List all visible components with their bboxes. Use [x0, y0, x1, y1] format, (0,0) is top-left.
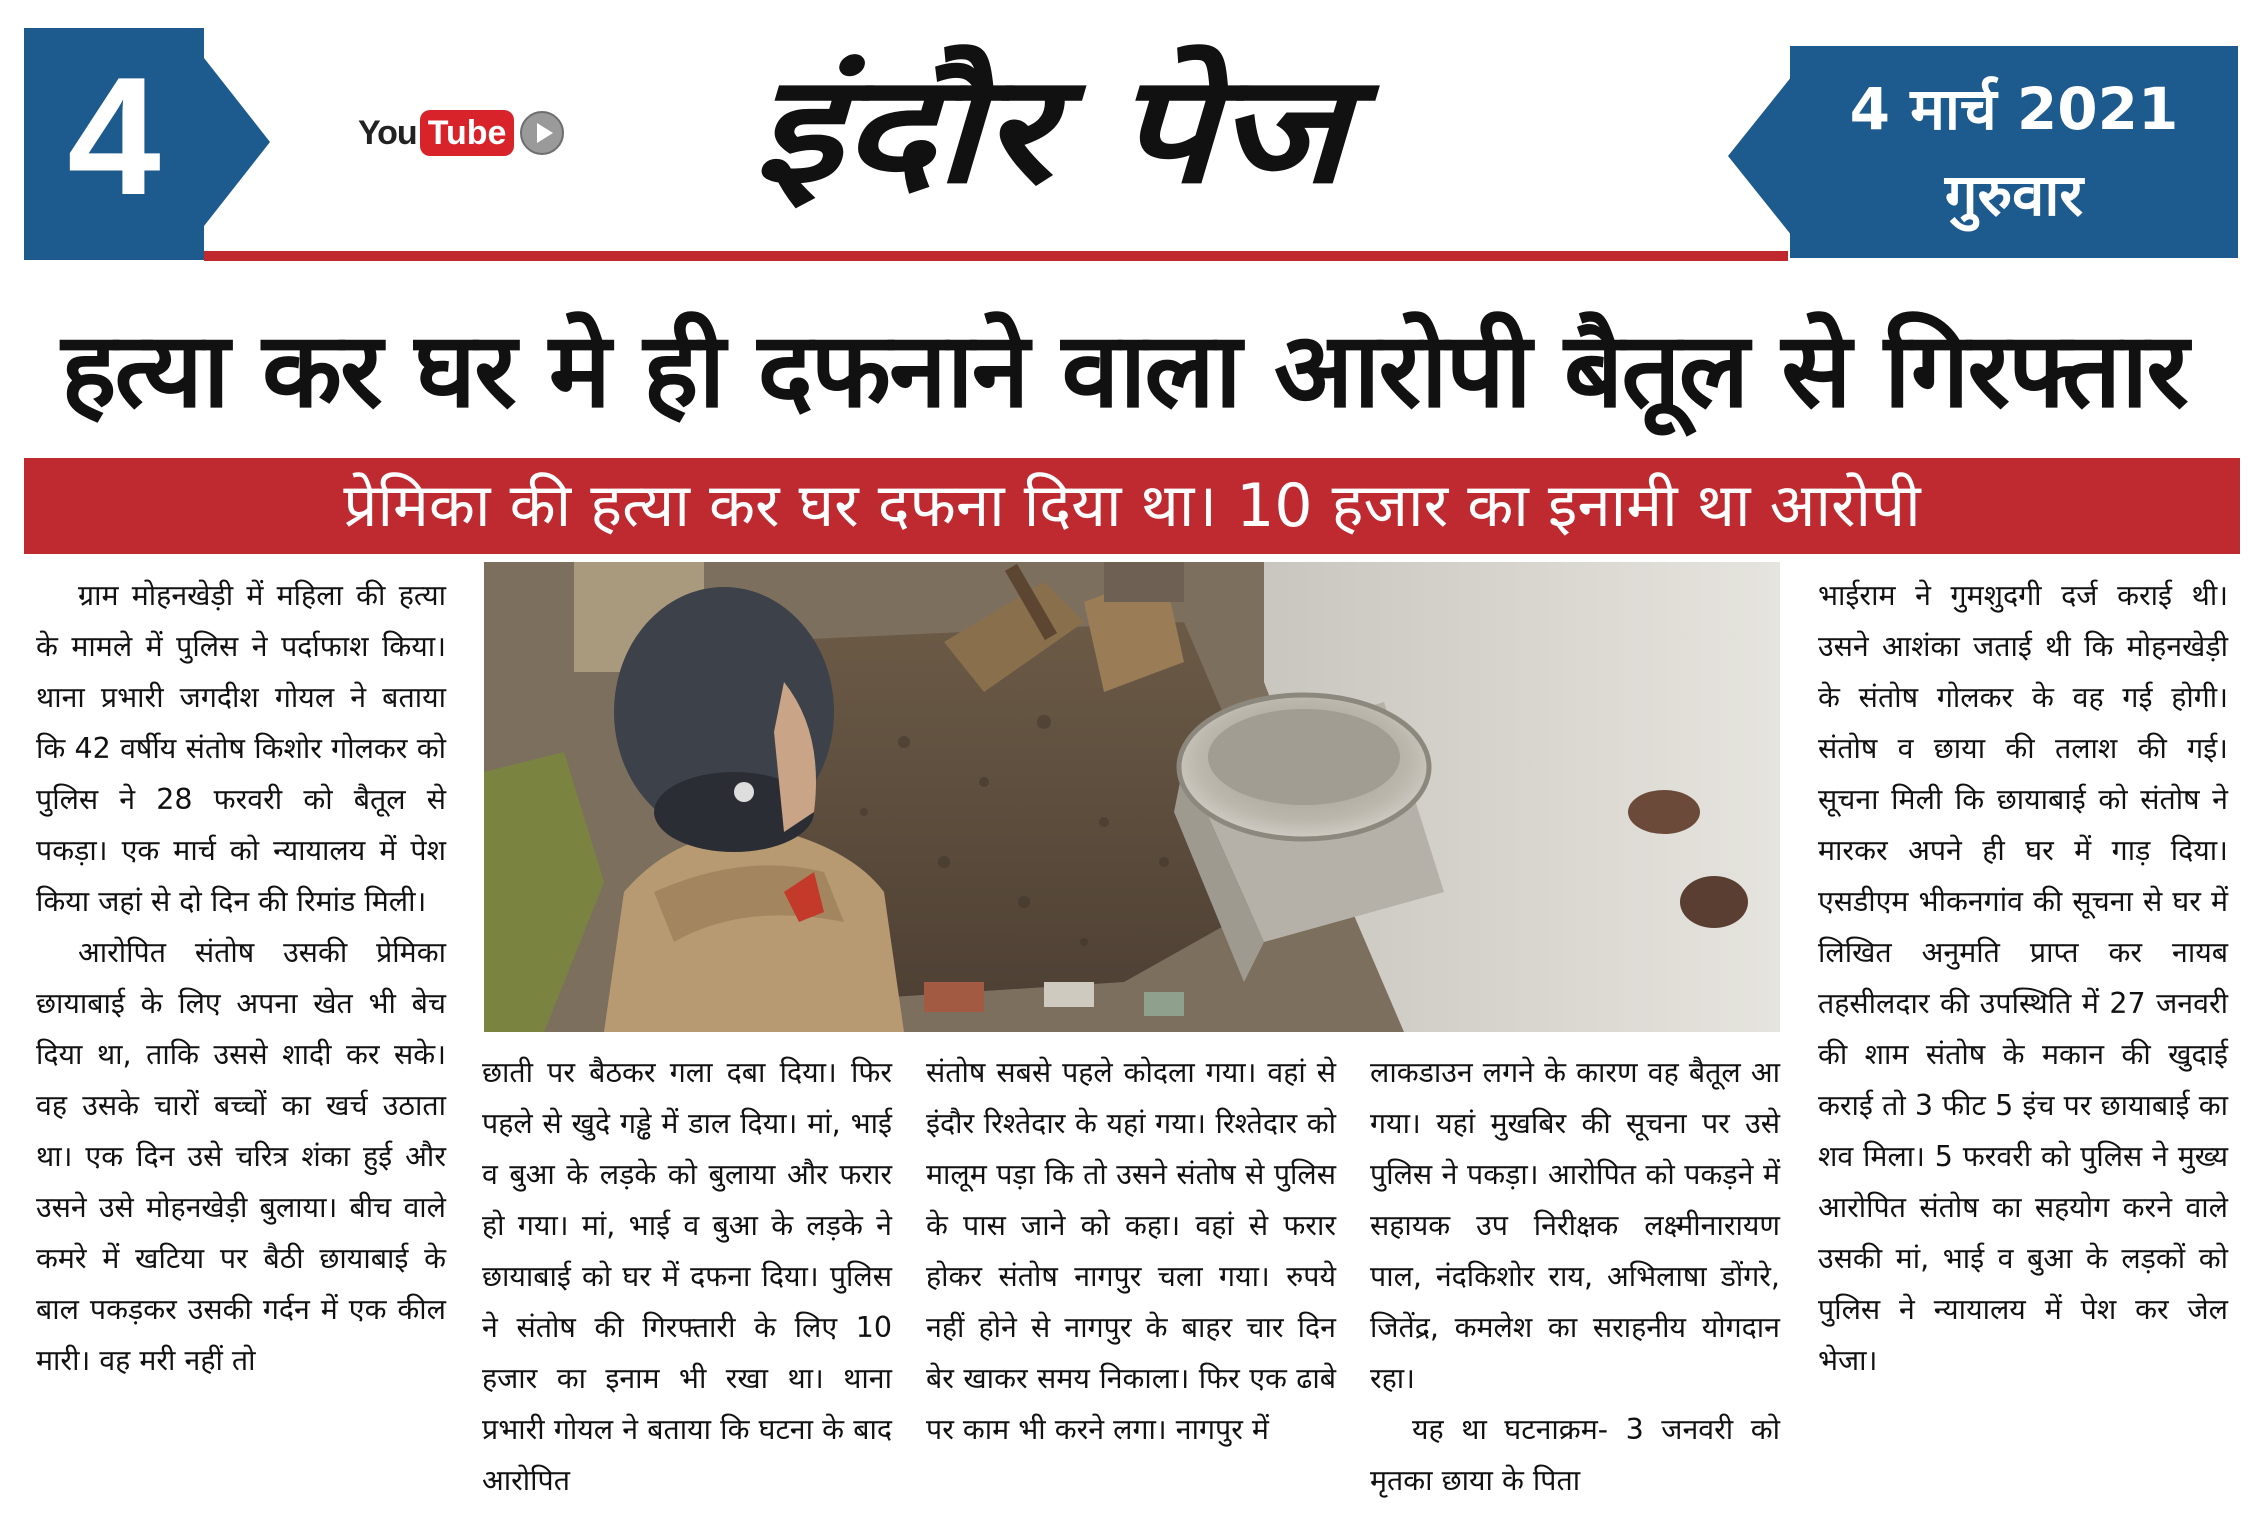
masthead-title: इंदौर पेज	[753, 43, 1347, 217]
column-4-paragraph-1: लाकडाउन लगने के कारण वह बैतूल आ गया। यहां मुखबिर की सूचना पर उसे पुलिस ने पकड़ा। आरोपित को पकड़ने में सहायक उप निरीक्षक लक्ष्मीनारायण पाल, नंदकिशोर राय, अभिलाषा डोंगरे, जितेंद्र, कमलेश का सराहनीय योगदान रहा।	[1370, 1056, 1780, 1395]
column-1-paragraph-1: ग्राम मोहनखेड़ी में महिला की हत्या के मामले में पुलिस ने पर्दाफाश किया। थाना प्रभारी जगदीश गोयल ने बताया कि 42 वर्षीय संतोष किशोर गोलकर को पुलिस ने 28 फरवरी को बैतूल से पकड़ा। एक मार्च को न्यायालय में पेश किया जहां से दो दिन की रिमांड मिली।	[36, 579, 446, 918]
masthead-divider	[204, 251, 1788, 261]
article-column-4	[1370, 1047, 1780, 1506]
article-headline: हत्या कर घर मे ही दफनाने वाला आरोपी बैतूल से गिरफ्तार	[61, 309, 2187, 431]
article-column-2	[482, 1047, 892, 1506]
date-box	[1790, 46, 2238, 258]
date-box-arrow	[1728, 76, 1792, 236]
youtube-logo-you: You	[358, 113, 417, 152]
page-number-arrow	[204, 58, 270, 226]
issue-weekday: गुरुवार	[1944, 161, 2084, 229]
column-5-paragraph-1: भाईराम ने गुमशुदगी दर्ज कराई थी। उसने आशंका जताई थी कि मोहनखेड़ी के संतोष गोलकर के वह गई होगी। संतोष व छाया की तलाश की गई। सूचना मिली कि छायाबाई को संतोष ने मारकर अपने ही घर में गाड़ दिया। एसडीएम भीकनगांव की सूचना से घर में लिखित अनुमति प्राप्त कर नायब तहसीलदार की उपस्थिति में 27 जनवरी की शाम संतोष के मकान की खुदाई कराई तो 3 फीट 5 इंच पर छायाबाई का शव मिला। 5 फरवरी को पुलिस ने मुख्य आरोपित संतोष का सहयोग करने वाले उसकी मां, भाई व बुआ के लड़कों को पुलिस ने न्यायालय में पेश कर जेल भेजा।	[1818, 579, 2228, 1377]
column-1-paragraph-2: आरोपित संतोष उसकी प्रेमिका छायाबाई के लिए अपना खेत भी बेच दिया था, ताकि उससे शादी कर सके। वह उसके चारों बच्चों का खर्च उठाता था। एक दिन उसे चरित्र शंका हुई और उसने उसे मोहनखेड़ी बुलाया। बीच वाले कमरे में खटिया पर बैठी छायाबाई के बाल पकड़कर उसकी गर्दन में एक कील मारी। वह मरी नहीं तो	[36, 936, 446, 1377]
youtube-logo-tube: Tube	[420, 110, 515, 156]
page-number: 4	[67, 42, 161, 230]
article-subheadline: प्रेमिका की हत्या कर घर दफना दिया था। 10 हजार का इनामी था आरोपी	[343, 471, 1921, 541]
article-column-5	[1818, 570, 2228, 1386]
article-column-3	[926, 1047, 1336, 1455]
excavation-photo	[484, 562, 1780, 1032]
issue-date: 4 मार्च 2021	[1849, 75, 2179, 143]
column-3-paragraph-1: संतोष सबसे पहले कोदला गया। वहां से इंदौर रिश्तेदार के यहां गया। रिश्तेदार को मालूम पड़ा कि तो उसने संतोष से पुलिस के पास जाने को कहा। वहां से फरार होकर संतोष नागपुर चला गया। रुपये नहीं होने से नागपुर के बाहर चार दिन बेर खाकर समय निकाला। फिर एक ढाबे पर काम भी करने लगा। नागपुर में	[926, 1056, 1336, 1446]
column-4-paragraph-2: यह था घटनाक्रम- 3 जनवरी को मृतका छाया के पिता	[1370, 1413, 1780, 1497]
news-photo	[484, 562, 1780, 1032]
article-column-1	[36, 570, 446, 1386]
column-2-paragraph-1: छाती पर बैठकर गला दबा दिया। फिर पहले से खुदे गड्ढे में डाल दिया। मां, भाई व बुआ के लड़के को बुलाया और फरार हो गया। मां, भाई व बुआ के लड़के ने छायाबाई को घर में दफना दिया। पुलिस ने संतोष की गिरफ्तारी के लिए 10 हजार का इनाम भी रखा था। थाना प्रभारी गोयल ने बताया कि घटना के बाद आरोपित	[482, 1056, 892, 1497]
